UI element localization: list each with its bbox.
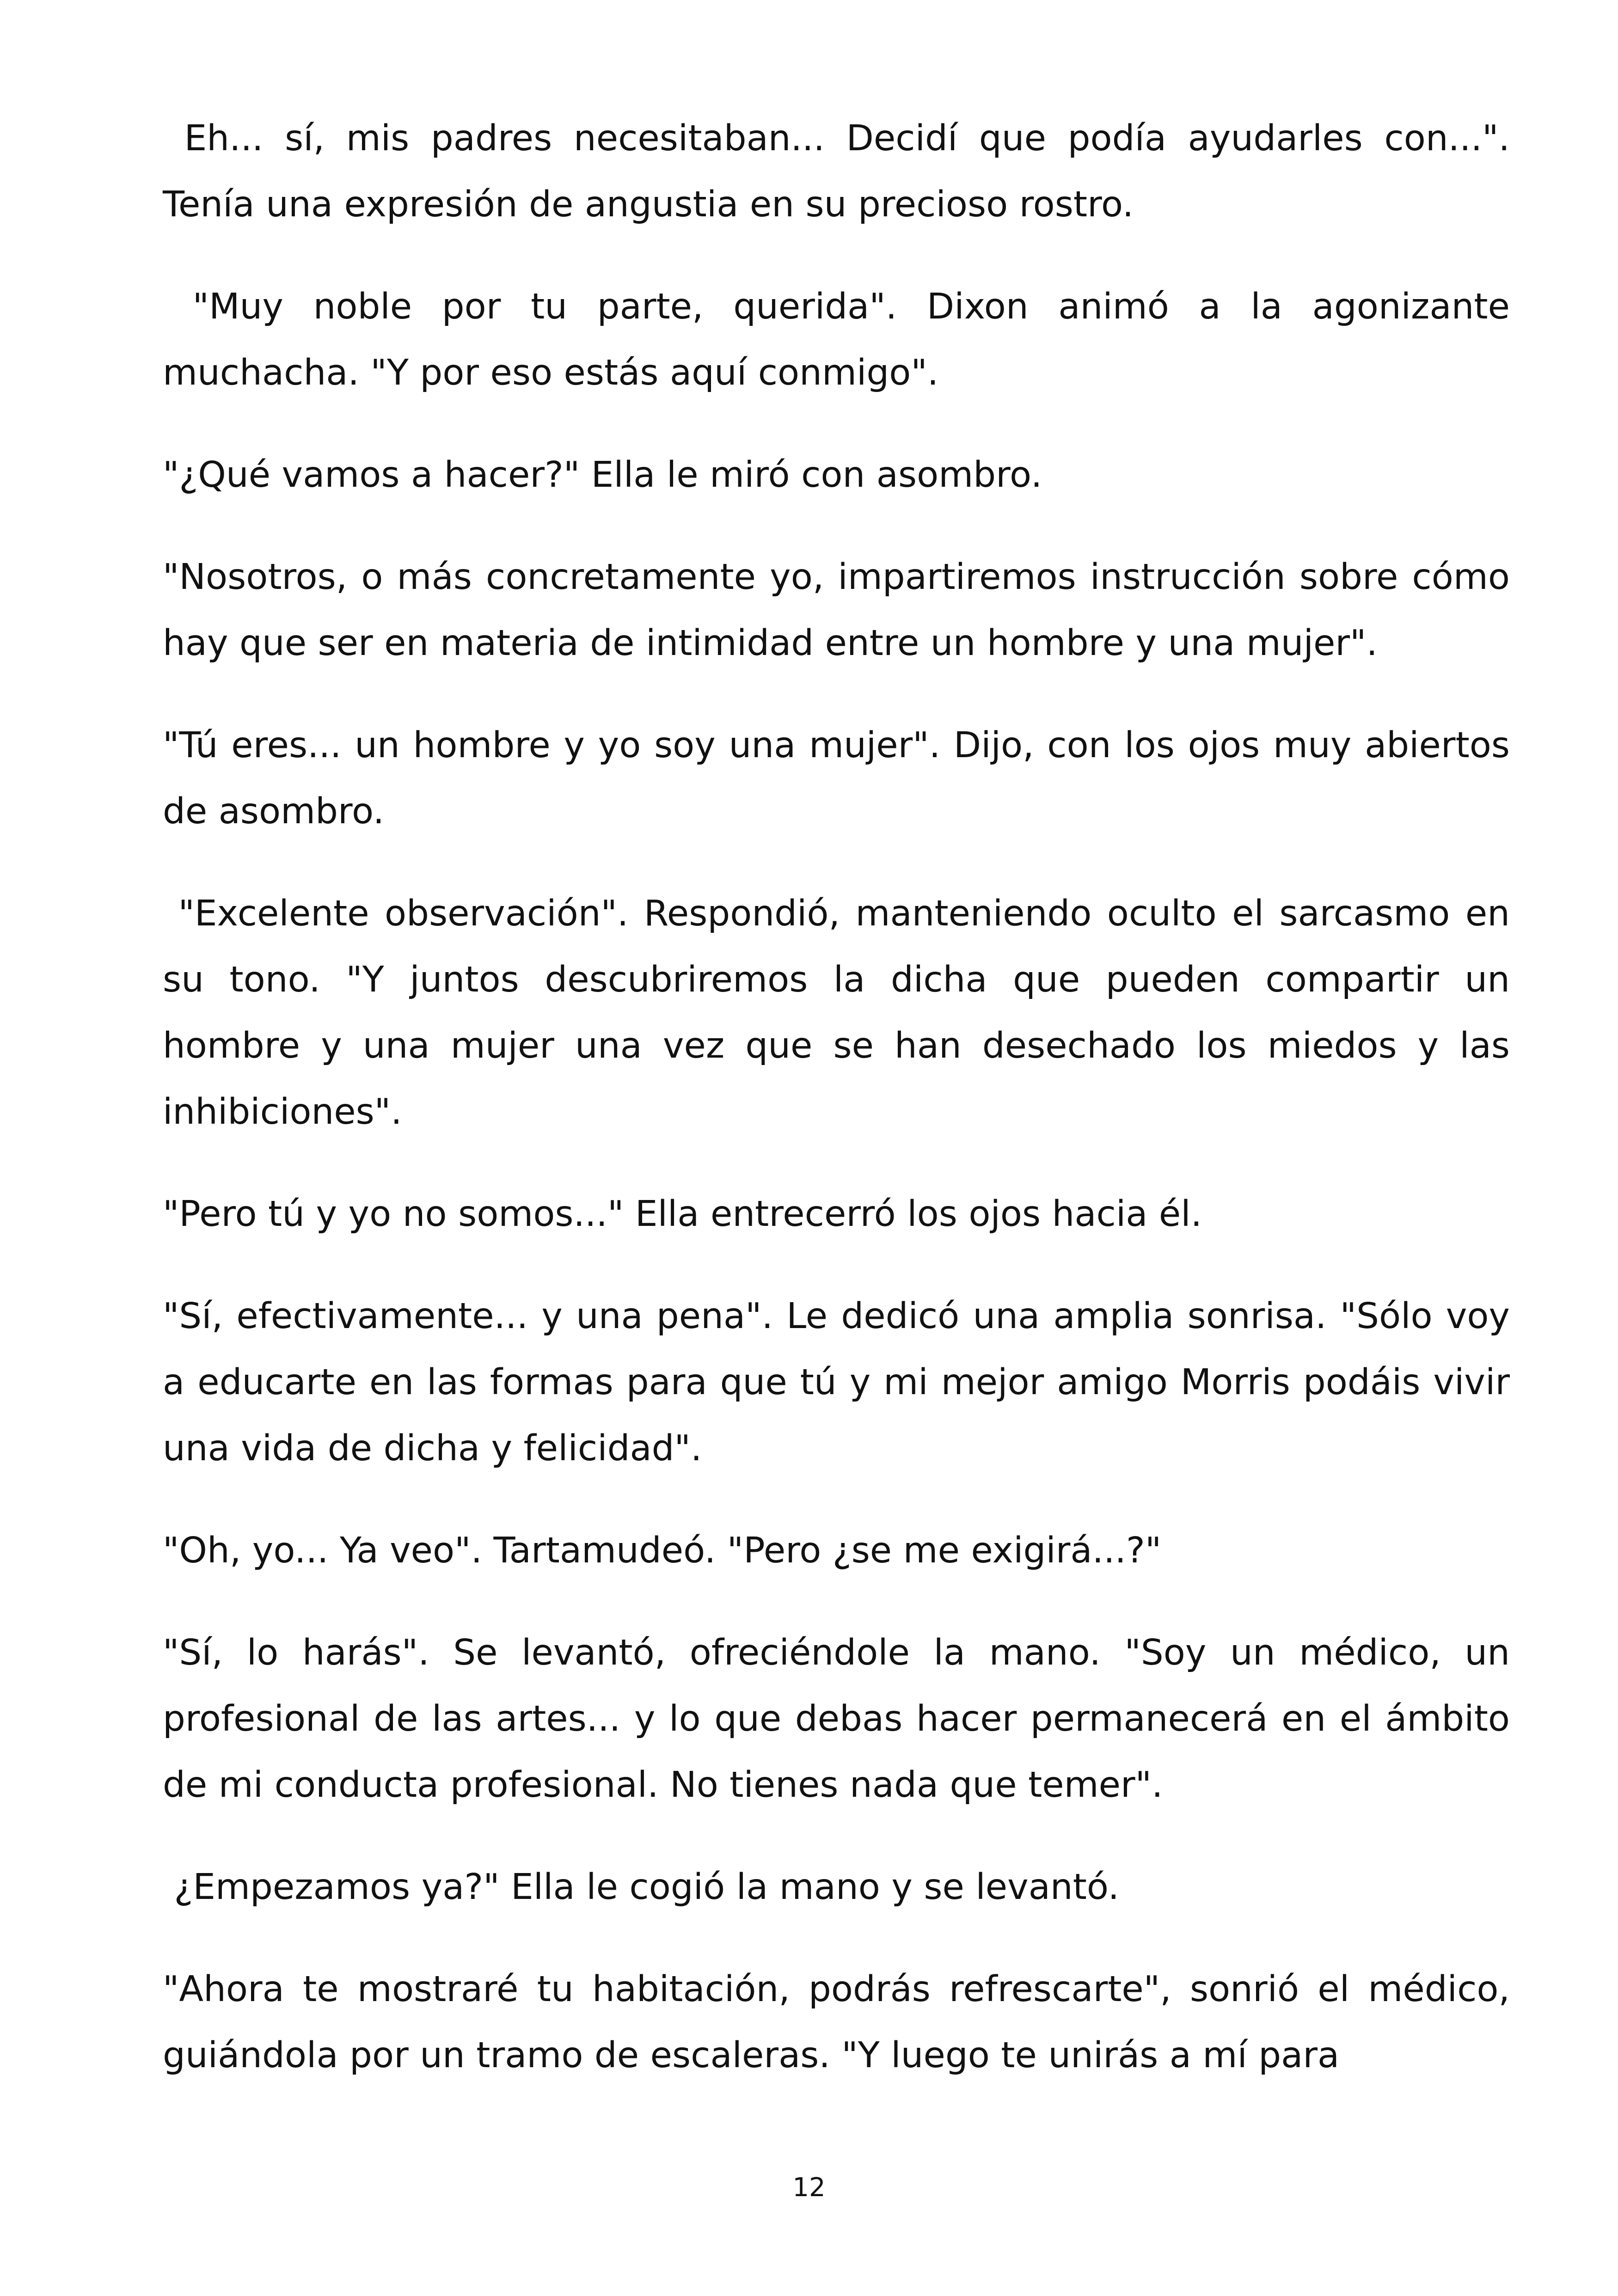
paragraph: ¿Empezamos ya?" Ella le cogió la mano y se levantó. [163, 1867, 1120, 1908]
body-text [163, 105, 1521, 2088]
paragraph: "Tú eres... un hombre y yo soy una mujer". Dijo, con los ojos muy abiertos de asombro. [163, 725, 1521, 832]
paragraph: "Excelente observación". Respondió, manteniendo oculto el sarcasmo en su tono. "Y juntos descubriremos la dicha que pueden compartir un hombre y una mujer una vez que se han desechado los miedos y las inhibiciones". [163, 893, 1521, 1133]
paragraph: "Nosotros, o más concretamente yo, impartiremos instrucción sobre cómo hay que ser en materia de intimidad entre un hombre y una mujer". [163, 557, 1521, 664]
paragraph: "Oh, yo... Ya veo". Tartamudeó. "Pero ¿se me exigirá...?" [163, 1530, 1162, 1571]
paragraph: "Ahora te mostraré tu habitación, podrás refrescarte", sonrió el médico, guiándola por un tramo de escaleras. "Y luego te unirás a mí para [163, 1969, 1521, 2076]
page-number: 12 [792, 2173, 826, 2203]
paragraph: "Sí, lo harás". Se levantó, ofreciéndole la mano. "Soy un médico, un profesional de las artes... y lo que debas hacer permanecerá en el ámbito de mi conducta profesional. No tienes nada que temer". [163, 1632, 1521, 1806]
paragraph: Eh... sí, mis padres necesitaban... Decidí que podía ayudarles con...". Tenía una expresión de angustia en su precioso rostro. [163, 118, 1521, 225]
paragraph: "Pero tú y yo no somos..." Ella entrecerró los ojos hacia él. [163, 1194, 1202, 1235]
paragraph: "Muy noble por tu parte, querida". Dixon animó a la agonizante muchacha. "Y por eso estás aquí conmigo". [163, 286, 1521, 393]
paragraph: "Sí, efectivamente... y una pena". Le dedicó una amplia sonrisa. "Sólo voy a educarte en las formas para que tú y mi mejor amigo Morris podáis vivir una vida de dicha y felicidad". [163, 1296, 1521, 1469]
paragraph: "¿Qué vamos a hacer?" Ella le miró con asombro. [163, 454, 1042, 496]
